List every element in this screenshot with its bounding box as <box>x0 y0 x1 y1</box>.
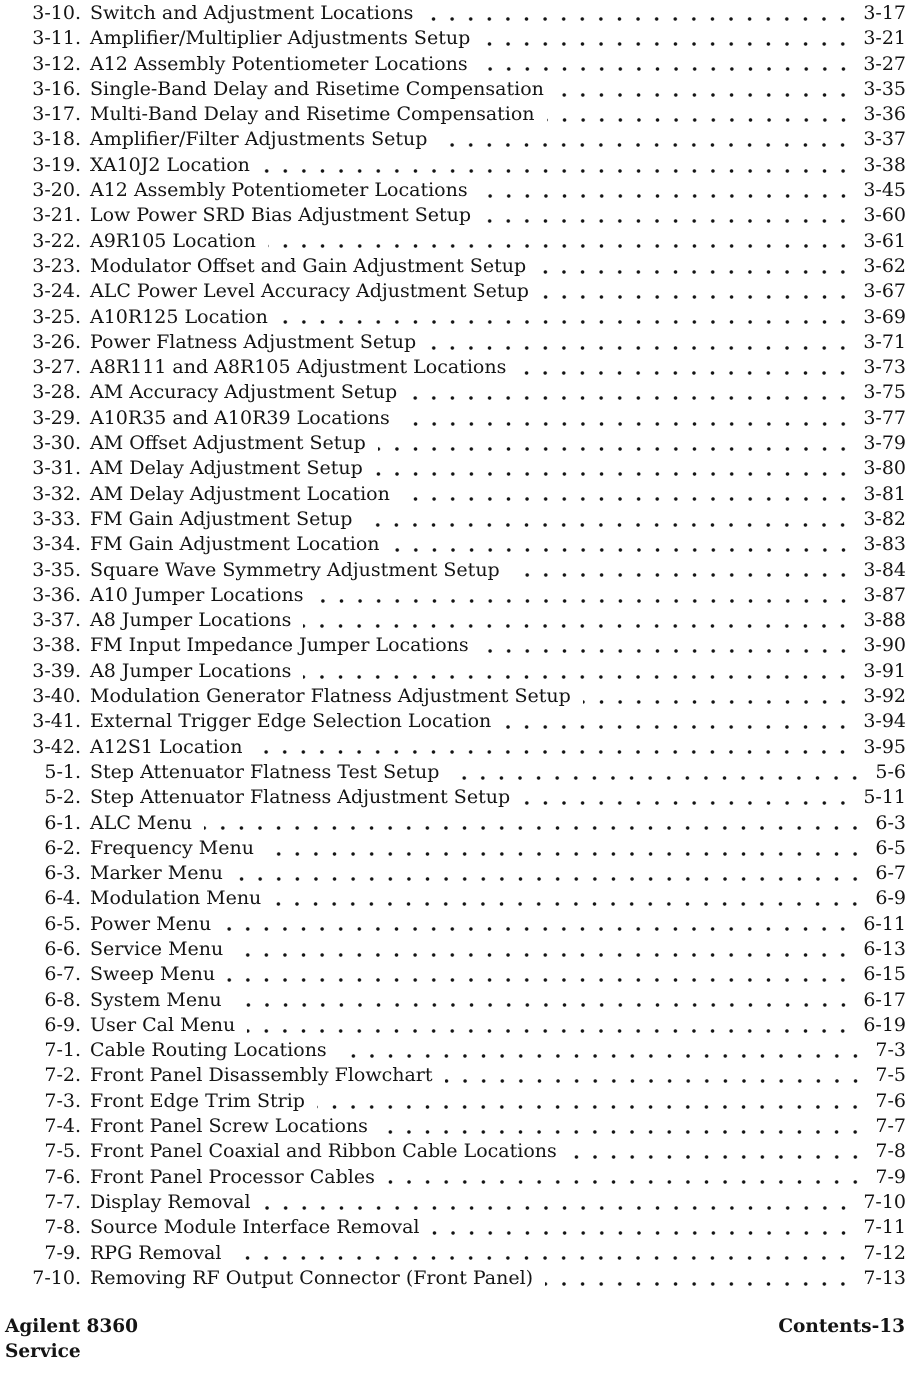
toc-entry <box>4 886 906 911</box>
page-number: 7-5 <box>875 1064 906 1087</box>
figure-title: Modulation Menu <box>90 887 262 910</box>
figure-number: 6-8. <box>44 988 81 1011</box>
page-number: 6-7 <box>875 862 906 885</box>
figure-title: Step Attenuator Flatness Test Setup <box>90 760 440 783</box>
footer-product: Agilent 8360 <box>5 1316 139 1337</box>
toc-entry <box>4 836 906 861</box>
dot-leader <box>538 254 854 279</box>
page-number: 3-62 <box>863 254 906 277</box>
dot-leader <box>234 988 855 1013</box>
dot-leader <box>233 1241 854 1266</box>
dot-leader <box>480 178 855 203</box>
toc-entry <box>4 962 906 987</box>
figure-title: AM Delay Adjustment Setup <box>90 457 363 480</box>
dot-leader <box>503 709 854 734</box>
figure-number: 6-7. <box>44 963 81 986</box>
page-number: 3-38 <box>863 153 906 176</box>
figure-title: Low Power SRD Bias Adjustment Setup <box>90 204 472 227</box>
toc-entry <box>4 127 906 152</box>
figure-title: Front Panel Disassembly Flowchart <box>90 1064 433 1087</box>
toc-entry <box>4 937 906 962</box>
figure-title: Multi-Band Delay and Risetime Compensation <box>90 103 535 126</box>
dot-leader <box>303 608 854 633</box>
figure-title: Amplifier/Filter Adjustments Setup <box>90 128 428 151</box>
figure-title: A8 Jumper Locations <box>90 609 292 632</box>
page-number: 7-7 <box>875 1115 906 1138</box>
dot-leader <box>380 1114 866 1139</box>
dot-leader <box>402 406 855 431</box>
figure-number: 7-2. <box>44 1064 81 1087</box>
figure-title: System Menu <box>90 988 222 1011</box>
toc-entry <box>4 1190 906 1215</box>
toc-entry <box>4 52 906 77</box>
figure-title: AM Offset Adjustment Setup <box>90 432 366 455</box>
figure-number: 3-35. <box>32 558 81 581</box>
figure-title: Power Flatness Adjustment Setup <box>90 330 417 353</box>
figure-title: Marker Menu <box>90 862 223 885</box>
page-number: 3-87 <box>863 583 906 606</box>
page-number: 3-61 <box>863 229 906 252</box>
figure-number: 6-3. <box>44 862 81 885</box>
toc-entry <box>4 1139 906 1164</box>
page-number: 3-21 <box>863 27 906 50</box>
figure-number: 3-32. <box>32 482 81 505</box>
page-number: 7-8 <box>875 1140 906 1163</box>
figure-title: Front Edge Trim Strip <box>90 1089 305 1112</box>
dot-leader <box>280 305 854 330</box>
dot-leader <box>512 558 855 583</box>
toc-entry <box>4 406 906 431</box>
toc-entry <box>4 279 906 304</box>
page-number: 3-73 <box>863 356 906 379</box>
figure-title: A12 Assembly Potentiometer Locations <box>90 52 468 75</box>
page-number: 3-37 <box>863 128 906 151</box>
figure-title: FM Gain Adjustment Location <box>90 533 380 556</box>
page-number: 3-91 <box>863 659 906 682</box>
figure-title: Frequency Menu <box>90 836 254 859</box>
figure-title: A10R35 and A10R39 Locations <box>90 406 390 429</box>
figure-title: A8R111 and A8R105 Adjustment Locations <box>90 356 507 379</box>
toc-entry <box>4 558 906 583</box>
toc-entry <box>4 659 906 684</box>
figure-title: ALC Menu <box>90 811 193 834</box>
page-number: 6-9 <box>875 887 906 910</box>
figure-number: 6-1. <box>44 811 81 834</box>
page-number: 3-77 <box>863 406 906 429</box>
toc-entry <box>4 735 906 760</box>
figure-number: 3-26. <box>32 330 81 353</box>
toc-entry <box>4 26 906 51</box>
figure-title: Square Wave Symmetry Adjustment Setup <box>90 558 500 581</box>
dot-leader <box>375 456 855 481</box>
figure-title: Modulation Generator Flatness Adjustment Setup <box>90 685 571 708</box>
figure-number: 3-38. <box>32 634 81 657</box>
figure-number: 3-39. <box>32 659 81 682</box>
page-number: 3-71 <box>863 330 906 353</box>
dot-leader <box>317 1089 866 1114</box>
figure-number: 3-27. <box>32 356 81 379</box>
page-number: 6-19 <box>863 1013 906 1036</box>
page-number: 6-3 <box>875 811 906 834</box>
figure-title: XA10J2 Location <box>90 153 250 176</box>
figure-number: 3-16. <box>32 77 81 100</box>
figure-title: User Cal Menu <box>90 1013 236 1036</box>
figure-number: 3-37. <box>32 609 81 632</box>
toc-entry <box>4 811 906 836</box>
page-footer <box>5 1314 905 1364</box>
toc-entry <box>4 532 906 557</box>
dot-leader <box>223 912 854 937</box>
dot-leader <box>235 937 854 962</box>
toc-entry <box>4 1215 906 1240</box>
page-number: 3-36 <box>863 103 906 126</box>
figure-title: AM Delay Adjustment Location <box>90 482 390 505</box>
toc-entry <box>4 608 906 633</box>
figure-number: 7-7. <box>44 1190 81 1213</box>
toc-entry <box>4 912 906 937</box>
page-number: 5-11 <box>863 786 906 809</box>
dot-leader <box>262 153 854 178</box>
figure-number: 3-41. <box>32 710 81 733</box>
figure-title: Front Panel Screw Locations <box>90 1115 368 1138</box>
toc-entry <box>4 1 906 26</box>
toc-entry <box>4 684 906 709</box>
toc-entry <box>4 330 906 355</box>
dot-leader <box>364 507 854 532</box>
figure-title: ALC Power Level Accuracy Adjustment Setup <box>90 280 529 303</box>
dot-leader <box>316 583 855 608</box>
page-number: 6-15 <box>863 963 906 986</box>
figure-number: 7-6. <box>44 1165 81 1188</box>
toc-entry <box>4 988 906 1013</box>
figure-title: Front Panel Coaxial and Ribbon Cable Locations <box>90 1140 557 1163</box>
toc-entry <box>4 305 906 330</box>
dot-leader <box>387 1165 867 1190</box>
toc-entry <box>4 456 906 481</box>
toc-entry <box>4 1038 906 1063</box>
footer-page-label: Contents-13 <box>778 1316 905 1337</box>
dot-leader <box>268 229 854 254</box>
figure-title: RPG Removal <box>90 1241 222 1264</box>
toc-entry <box>4 760 906 785</box>
page-number: 3-69 <box>863 305 906 328</box>
figure-number: 3-29. <box>32 406 81 429</box>
dot-leader <box>227 962 854 987</box>
page-number: 6-17 <box>863 988 906 1011</box>
dot-leader <box>428 330 854 355</box>
figure-number: 7-4. <box>44 1115 81 1138</box>
page-number: 3-90 <box>863 634 906 657</box>
toc-entry <box>4 355 906 380</box>
dot-leader <box>303 659 854 684</box>
page-number: 6-13 <box>863 937 906 960</box>
dot-leader <box>547 102 855 127</box>
toc-entry <box>4 507 906 532</box>
page-number: 3-35 <box>863 77 906 100</box>
toc-entry <box>4 229 906 254</box>
figure-number: 6-5. <box>44 912 81 935</box>
figure-number: 7-1. <box>44 1039 81 1062</box>
page-number: 3-27 <box>863 52 906 75</box>
toc-entry <box>4 709 906 734</box>
figure-number: 3-36. <box>32 583 81 606</box>
toc-entry <box>4 1266 906 1291</box>
dot-leader <box>235 861 866 886</box>
page-number: 5-6 <box>875 760 906 783</box>
toc-entry <box>4 1063 906 1088</box>
page-number: 3-82 <box>863 507 906 530</box>
figure-title: Cable Routing Locations <box>90 1039 327 1062</box>
dot-leader <box>266 836 866 861</box>
dot-leader <box>432 1215 855 1240</box>
figure-number: 3-12. <box>32 52 81 75</box>
toc-entry <box>4 380 906 405</box>
figure-number: 7-9. <box>44 1241 81 1264</box>
toc-entry <box>4 203 906 228</box>
page-number: 3-45 <box>863 179 906 202</box>
toc-entry <box>4 431 906 456</box>
page-number: 7-9 <box>875 1165 906 1188</box>
figure-number: 7-5. <box>44 1140 81 1163</box>
figure-title: Switch and Adjustment Locations <box>90 2 414 24</box>
figure-number: 3-20. <box>32 179 81 202</box>
toc-entry <box>4 102 906 127</box>
dot-leader <box>569 1139 867 1164</box>
toc-entry <box>4 583 906 608</box>
page-number: 3-17 <box>863 2 906 24</box>
page-number: 3-79 <box>863 432 906 455</box>
toc-entry <box>4 1089 906 1114</box>
figure-number: 3-40. <box>32 685 81 708</box>
figure-number: 6-4. <box>44 887 81 910</box>
toc-entry <box>4 1114 906 1139</box>
page-number: 3-80 <box>863 457 906 480</box>
figure-title: A10 Jumper Locations <box>90 583 304 606</box>
toc-entry <box>4 1013 906 1038</box>
toc-entry <box>4 633 906 658</box>
page-number: 7-12 <box>863 1241 906 1264</box>
dot-leader <box>339 1038 867 1063</box>
figure-number: 7-3. <box>44 1089 81 1112</box>
figure-number: 3-17. <box>32 103 81 126</box>
dot-leader <box>482 26 854 51</box>
toc-entry <box>4 482 906 507</box>
toc-entry <box>4 785 906 810</box>
toc-entry <box>4 1241 906 1266</box>
toc-entry <box>4 178 906 203</box>
figure-number: 3-34. <box>32 533 81 556</box>
figure-title: A8 Jumper Locations <box>90 659 292 682</box>
dot-leader <box>541 279 854 304</box>
figure-title: Modulator Offset and Gain Adjustment Setup <box>90 254 527 277</box>
figure-title: FM Input Impedance Jumper Locations <box>90 634 469 657</box>
dot-leader <box>263 1190 855 1215</box>
dot-leader <box>273 886 866 911</box>
figure-number: 3-30. <box>32 432 81 455</box>
figure-title: Source Module Interface Removal <box>90 1216 420 1239</box>
figure-title: A12 Assembly Potentiometer Locations <box>90 179 468 202</box>
toc-entry <box>4 1165 906 1190</box>
figure-number: 3-24. <box>32 280 81 303</box>
figure-title: A10R125 Location <box>90 305 268 328</box>
figure-number: 3-23. <box>32 254 81 277</box>
toc-entry <box>4 77 906 102</box>
page-number: 3-84 <box>863 558 906 581</box>
figure-number: 5-2. <box>44 786 81 809</box>
dot-leader <box>425 1 854 26</box>
figure-number: 3-22. <box>32 229 81 252</box>
footer-top-row <box>5 1314 905 1339</box>
figure-number: 7-10. <box>32 1266 81 1289</box>
page-number: 7-11 <box>863 1216 906 1239</box>
page-number: 3-67 <box>863 280 906 303</box>
dot-leader <box>204 811 866 836</box>
page-number: 7-13 <box>863 1266 906 1289</box>
figure-title: Service Menu <box>90 937 224 960</box>
page-number: 3-83 <box>863 533 906 556</box>
dot-leader <box>556 77 854 102</box>
figure-title: AM Accuracy Adjustment Setup <box>90 381 398 404</box>
figure-number: 3-10. <box>32 2 81 24</box>
page-number: 3-92 <box>863 685 906 708</box>
dot-leader <box>545 1266 854 1291</box>
page-number: 3-88 <box>863 609 906 632</box>
toc-entry <box>4 153 906 178</box>
page-number: 3-75 <box>863 381 906 404</box>
dot-leader <box>439 127 854 152</box>
figure-number: 3-11. <box>32 27 81 50</box>
figure-number: 6-9. <box>44 1013 81 1036</box>
footer-doc-type: Service <box>5 1341 81 1362</box>
figure-number: 3-19. <box>32 153 81 176</box>
figure-number: 3-18. <box>32 128 81 151</box>
figure-number: 3-42. <box>32 735 81 758</box>
toc-entry <box>4 254 906 279</box>
dot-leader <box>409 380 854 405</box>
dot-leader <box>254 735 854 760</box>
figure-title: Step Attenuator Flatness Adjustment Setup <box>90 786 511 809</box>
figure-title: A12S1 Location <box>90 735 243 758</box>
dot-leader <box>445 1063 867 1088</box>
figure-number: 3-25. <box>32 305 81 328</box>
figure-number: 6-2. <box>44 836 81 859</box>
dot-leader <box>451 760 866 785</box>
dot-leader <box>481 633 855 658</box>
dot-leader <box>247 1013 854 1038</box>
page-number: 7-10 <box>863 1190 906 1213</box>
page-number: 6-11 <box>863 912 906 935</box>
page-number: 3-81 <box>863 482 906 505</box>
dot-leader <box>518 355 854 380</box>
page-number: 7-3 <box>875 1039 906 1062</box>
figure-title: Amplifier/Multiplier Adjustments Setup <box>90 27 471 50</box>
page-number: 3-95 <box>863 735 906 758</box>
figure-number: 3-33. <box>32 507 81 530</box>
figure-number: 6-6. <box>44 937 81 960</box>
dot-leader <box>483 203 854 228</box>
figure-title: A9R105 Location <box>90 229 256 252</box>
dot-leader <box>480 52 855 77</box>
figure-number: 5-1. <box>44 760 81 783</box>
figure-title: External Trigger Edge Selection Location <box>90 710 492 733</box>
figure-title: Power Menu <box>90 912 212 935</box>
page-number: 3-94 <box>863 710 906 733</box>
dot-leader <box>402 482 854 507</box>
toc-entry <box>4 861 906 886</box>
dot-leader <box>522 785 854 810</box>
figure-title: Display Removal <box>90 1190 251 1213</box>
figure-title: Front Panel Processor Cables <box>90 1165 375 1188</box>
figure-number: 3-21. <box>32 204 81 227</box>
dot-leader <box>583 684 855 709</box>
figure-title: Single-Band Delay and Risetime Compensation <box>90 77 544 100</box>
figure-title: Removing RF Output Connector (Front Panel) <box>90 1266 534 1289</box>
page-number: 6-5 <box>875 836 906 859</box>
figure-number: 7-8. <box>44 1216 81 1239</box>
page-number: 3-60 <box>863 204 906 227</box>
figure-number: 3-31. <box>32 457 81 480</box>
figure-number: 3-28. <box>32 381 81 404</box>
page-number: 7-6 <box>875 1089 906 1112</box>
figure-title: Sweep Menu <box>90 963 216 986</box>
dot-leader <box>378 431 854 456</box>
figure-title: FM Gain Adjustment Setup <box>90 507 353 530</box>
dot-leader <box>392 532 855 557</box>
